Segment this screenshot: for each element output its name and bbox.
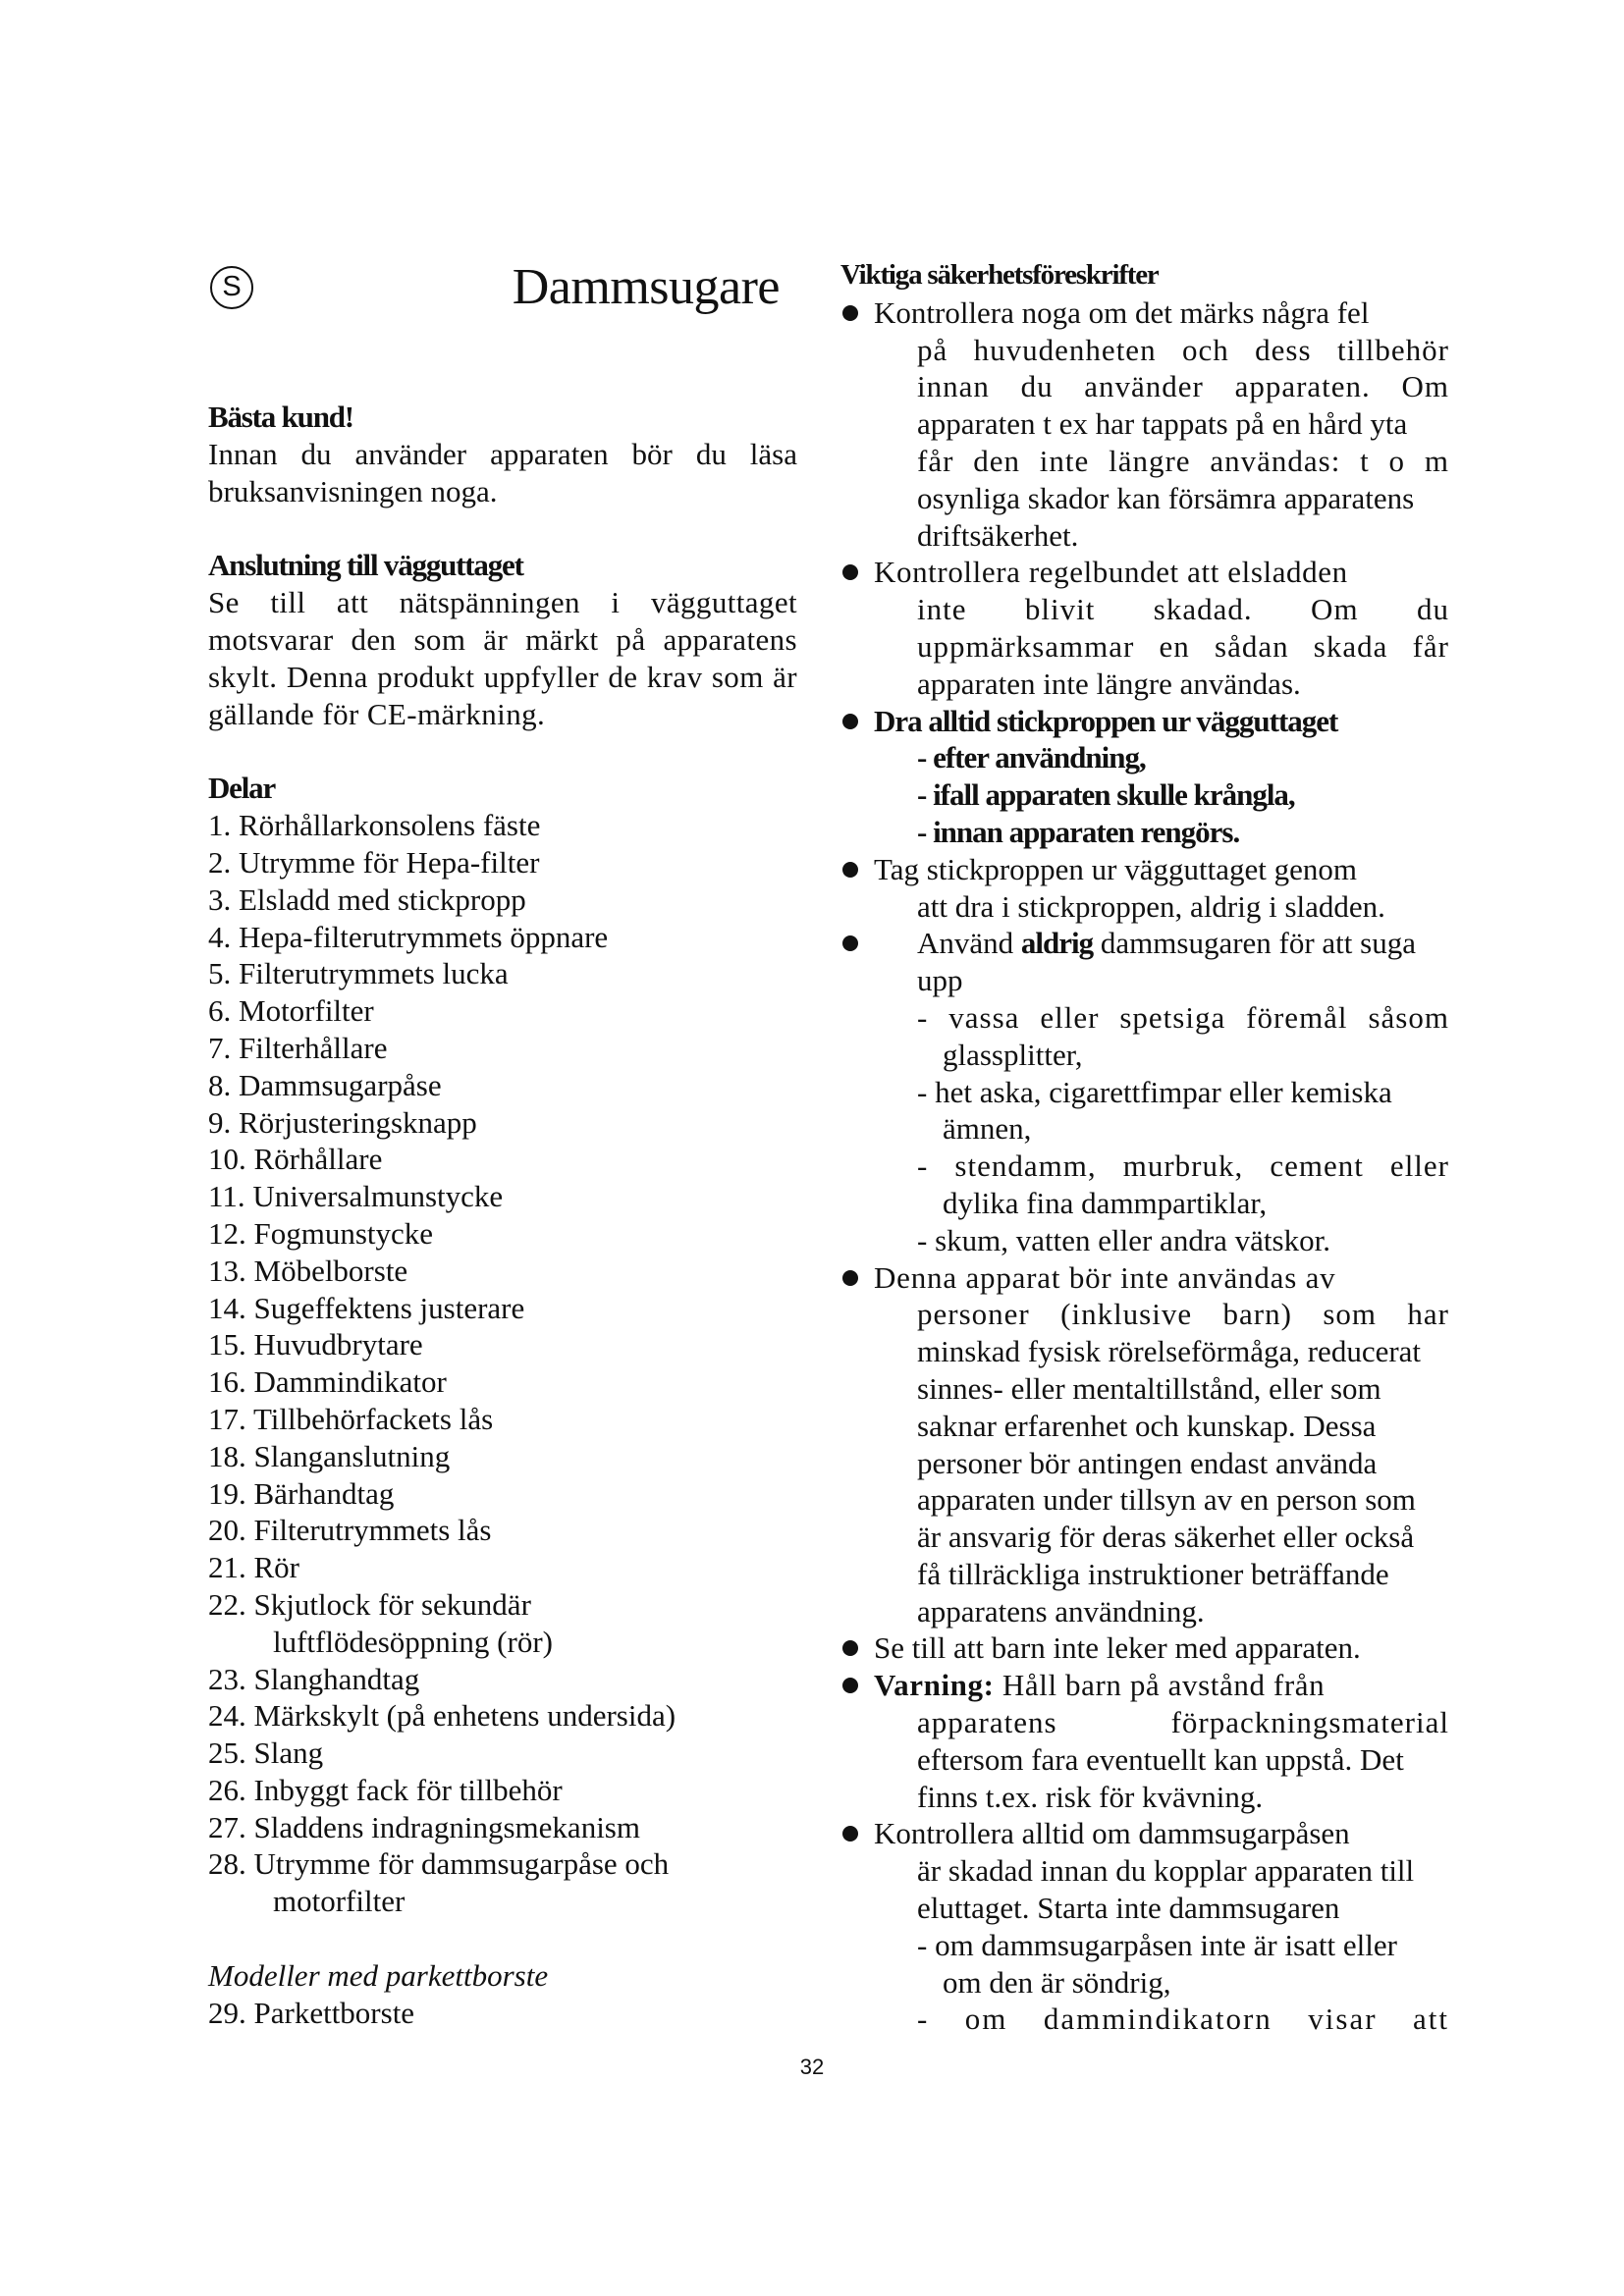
list-item: 24. Märkskylt (på enhetens undersida) — [208, 1698, 677, 1734]
parts-list — [208, 807, 797, 1920]
list-item: 23. Slanghandtag — [208, 1661, 420, 1696]
bullet-line: minskad fysisk rörelseförmåga, reducerat — [917, 1334, 1422, 1369]
bullet-line: upp — [917, 963, 963, 998]
list-item: 20. Filterutrymmets lås — [208, 1513, 492, 1548]
bullet-line: att dra i stickproppen, aldrig i sladden. — [917, 888, 1385, 924]
right-column — [840, 257, 1449, 2038]
bullet-line — [874, 925, 1449, 962]
bullet-line: - het aska, cigarettfimpar eller kemiska — [917, 1074, 1392, 1109]
bullet-line: - efter användning, — [917, 740, 1146, 775]
bullet-line: inte blivit skadad. Om du — [917, 592, 1449, 627]
list-item: 2. Utrymme för Hepa-filter — [208, 844, 540, 880]
list-item-continuation: luftflödesöppning (rör) — [273, 1624, 553, 1659]
bullet-line: personer bör antingen endast använda — [917, 1445, 1378, 1480]
bullet-line: dylika fina dammpartiklar, — [943, 1185, 1268, 1220]
safety-heading: Viktiga säkerhetsföreskrifter — [840, 259, 1159, 291]
list-item: 10. Rörhållare — [208, 1142, 383, 1177]
emphasis-text: aldrig — [1020, 926, 1094, 961]
list-item: 27. Sladdens indragningsmekanism — [208, 1809, 640, 1844]
bullet-line: Kontrollera noga om det märks några fel — [874, 294, 1370, 330]
bullet-line: - stendamm, murbruk, cement eller — [917, 1148, 1449, 1184]
list-item: 25. Slang — [208, 1735, 324, 1771]
bullet-line: Denna apparat bör inte användas av — [874, 1259, 1336, 1295]
warning-label: Varning: — [874, 1668, 995, 1703]
list-item: 19. Bärhandtag — [208, 1475, 395, 1511]
connection-paragraph: Se till att nätspänningen i vägguttaget motsvarar den som är märkt på apparatens skylt. Denna produkt uppfyller de krav som är gällande för CE-märkning. — [208, 585, 797, 731]
greeting-heading: Bästa kund! — [208, 400, 353, 434]
bullet-line: är skadad innan du kopplar apparaten till — [917, 1853, 1415, 1889]
list-item: 1. Rörhållarkonsolens fäste — [208, 808, 541, 843]
connection-heading: Anslutning till vägguttaget — [208, 548, 523, 583]
list-item: 4. Hepa-filterutrymmets öppnare — [208, 919, 609, 954]
safety-bullet — [840, 554, 1449, 702]
list-item: 14. Sugeffektens justerare — [208, 1290, 525, 1325]
bullet-line: Kontrollera regelbundet att elsladden — [874, 555, 1348, 590]
bullet-line: innan du använder apparaten. Om — [917, 369, 1449, 404]
bullet-line: Se till att barn inte leker med apparaten. — [874, 1630, 1361, 1666]
safety-bullet — [840, 851, 1449, 926]
bullet-line: uppmärksammar en sådan skada får — [917, 628, 1449, 664]
bullet-line: Dra alltid stickproppen ur vägguttaget — [874, 703, 1338, 738]
list-item: 5. Filterutrymmets lucka — [208, 956, 509, 991]
page-title: Dammsugare — [512, 259, 780, 315]
bullet-line: apparaten inte längre användas. — [917, 666, 1301, 701]
safety-bullet — [840, 1667, 1449, 1815]
list-item: 28. Utrymme för dammsugarpåse och — [208, 1846, 670, 1882]
bullet-line: eftersom fara eventuellt kan uppstå. Det — [917, 1741, 1404, 1777]
text-segment: Använd — [917, 926, 1021, 961]
list-item: 8. Dammsugarpåse — [208, 1067, 442, 1102]
bullet-line: - om dammindikatorn visar att — [917, 2002, 1449, 2037]
bullet-line: - om dammsugarpåsen inte är isatt eller — [917, 1927, 1397, 1962]
bullet-line: eluttaget. Starta inte dammsugaren — [917, 1891, 1340, 1926]
bullet-line: finns t.ex. risk för kvävning. — [917, 1779, 1264, 1814]
list-item: 7. Filterhållare — [208, 1030, 388, 1065]
bullet-line: är ansvarig för deras säkerhet eller också — [917, 1520, 1415, 1555]
bullet-line: ämnen, — [943, 1111, 1032, 1147]
bullet-line: Tag stickproppen ur vägguttaget genom — [874, 851, 1357, 886]
bullet-line: få tillräckliga instruktioner beträffande — [917, 1556, 1389, 1591]
list-item: 12. Fogmunstycke — [208, 1215, 434, 1251]
safety-bullet — [840, 1259, 1449, 1630]
bullet-line: driftsäkerhet. — [917, 517, 1079, 553]
bullet-line: Kontrollera alltid om dammsugarpåsen — [874, 1816, 1350, 1851]
safety-bullet — [840, 925, 1449, 1258]
list-item-continuation: motorfilter — [273, 1884, 406, 1919]
language-badge: S — [210, 266, 253, 309]
list-item: 18. Slanganslutning — [208, 1438, 451, 1473]
bullet-line: får den inte längre användas: t o m — [917, 443, 1449, 478]
list-item: 9. Rörjusteringsknapp — [208, 1104, 477, 1140]
bullet-line: saknar erfarenhet och kunskap. Dessa — [917, 1408, 1377, 1443]
bullet-line: apparaten t ex har tappats på en hård yta — [917, 406, 1408, 442]
list-item: 22. Skjutlock för sekundär — [208, 1586, 531, 1622]
bullet-line: apparatens förpackningsmaterial — [917, 1705, 1449, 1740]
bullet-line — [874, 1667, 1449, 1704]
list-item: 6. Motorfilter — [208, 993, 374, 1029]
bullet-line: - innan apparaten rengörs. — [917, 814, 1240, 849]
text-segment: Håll barn på avstånd från — [994, 1668, 1326, 1703]
models-heading: Modeller med parkettborste — [208, 1958, 549, 1994]
bullet-line: glassplitter, — [943, 1037, 1083, 1072]
bullet-line: på huvudenheten och dess tillbehör — [917, 332, 1449, 367]
intro-paragraph: Innan du använder apparaten bör du läsa bruksanvisningen noga. — [208, 436, 797, 508]
page-number: 32 — [799, 2055, 825, 2079]
list-item: 15. Huvudbrytare — [208, 1327, 423, 1362]
bullet-line: apparatens användning. — [917, 1593, 1205, 1629]
safety-bullet — [840, 294, 1449, 555]
bullet-line: sinnes- eller mentaltillstånd, eller som — [917, 1370, 1381, 1406]
safety-bullet — [840, 703, 1449, 851]
list-item: 13. Möbelborste — [208, 1253, 408, 1288]
bullet-line: personer (inklusive barn) som har — [917, 1297, 1449, 1332]
list-item: 29. Parkettborste — [208, 1995, 415, 2030]
list-item: 16. Dammindikator — [208, 1364, 447, 1400]
bullet-line: apparaten under tillsyn av en person som — [917, 1482, 1416, 1518]
parts-heading: Delar — [208, 771, 276, 806]
bullet-line: - skum, vatten eller andra vätskor. — [917, 1222, 1330, 1257]
bullet-line: om den är söndrig, — [943, 1964, 1171, 2000]
safety-bullet — [840, 1815, 1449, 2038]
list-item: 17. Tillbehörfackets lås — [208, 1401, 494, 1436]
safety-bullet — [840, 1629, 1449, 1667]
list-item: 21. Rör — [208, 1550, 299, 1585]
bullet-line: - ifall apparaten skulle krångla, — [917, 777, 1295, 813]
bullet-line: - vassa eller spetsiga föremål såsom — [917, 999, 1449, 1035]
list-item: 3. Elsladd med stickpropp — [208, 881, 526, 917]
left-column — [208, 257, 797, 2032]
bullet-line: osynliga skador kan försämra apparatens — [917, 480, 1415, 515]
list-item: 26. Inbyggt fack för tillbehör — [208, 1772, 563, 1807]
list-item: 11. Universalmunstycke — [208, 1179, 504, 1214]
text-segment: dammsugaren för att suga — [1093, 926, 1416, 961]
